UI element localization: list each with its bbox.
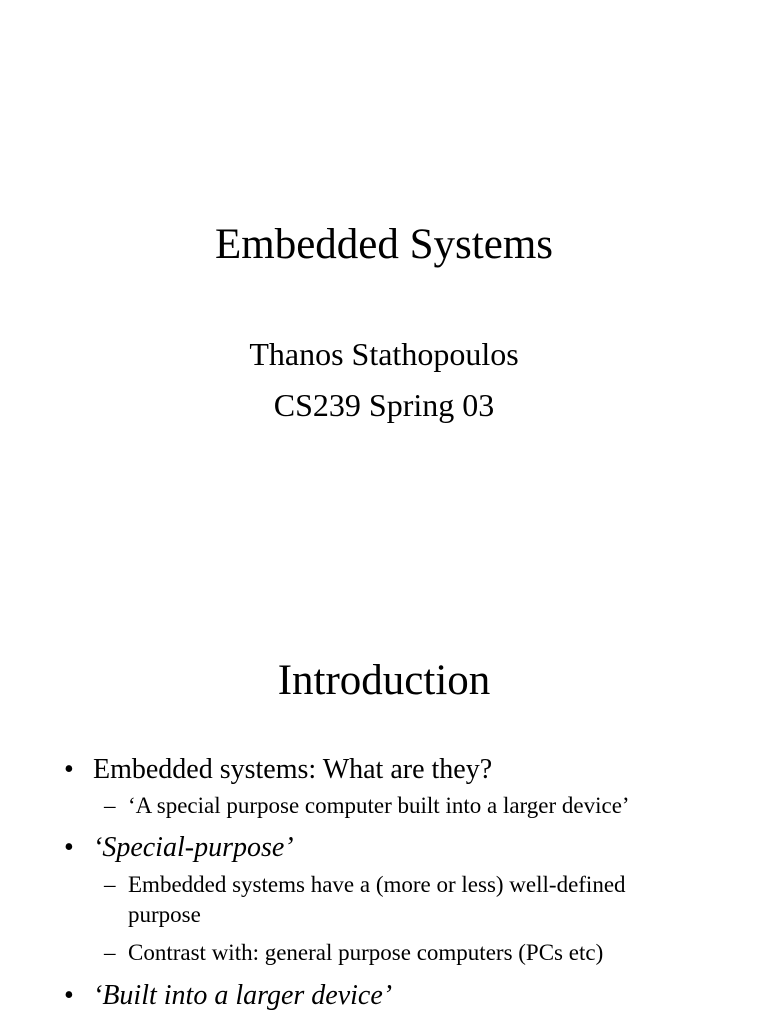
- bullet-text: ‘Special-purpose’: [93, 832, 294, 863]
- slide-title: Introduction: [277, 657, 491, 704]
- bullet-marker: •: [64, 754, 74, 785]
- bullet-marker: •: [64, 980, 74, 1011]
- sub-bullet-text: ‘A special purpose computer built into a larger device’: [128, 793, 630, 818]
- author-name: Thanos Stathopoulos: [249, 336, 519, 372]
- introduction-slide: [0, 576, 768, 1024]
- sub-bullet-item: [104, 938, 704, 968]
- sub-bullet-marker: –: [104, 793, 116, 818]
- sub-bullet-marker: –: [104, 872, 116, 897]
- sub-bullet-item: [104, 791, 704, 821]
- sub-bullet-item: [104, 870, 704, 930]
- slide-title: Embedded Systems: [215, 221, 553, 268]
- course-name: CS239 Spring 03: [273, 387, 495, 423]
- bullet-text: Embedded systems: What are they?: [93, 754, 493, 785]
- sub-bullet-marker: –: [104, 940, 116, 965]
- sub-bullet-text: Contrast with: general purpose computers (PCs etc): [128, 940, 604, 965]
- sub-bullet-text: Embedded systems have a (more or less) well-defined purpose: [128, 872, 626, 927]
- bullet-marker: •: [64, 832, 74, 863]
- bullet-text: ‘Built into a larger device’: [93, 980, 393, 1011]
